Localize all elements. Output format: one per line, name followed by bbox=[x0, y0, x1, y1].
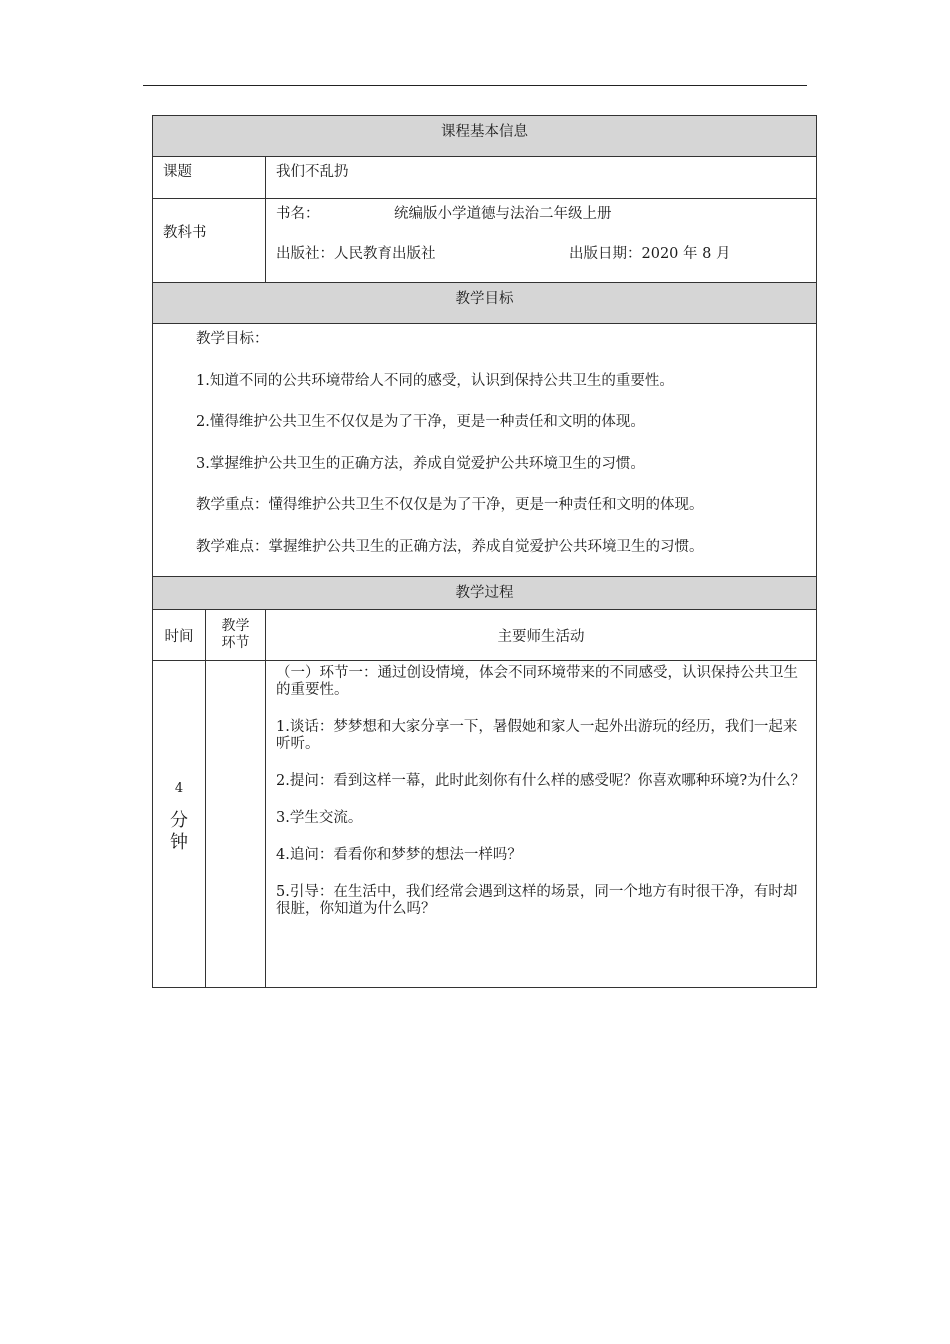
textbook-details bbox=[266, 199, 817, 283]
stage-cell bbox=[206, 661, 266, 988]
activities-cell bbox=[266, 661, 817, 988]
activity-item: 4.追问：看看你和梦梦的想法一样吗？ bbox=[276, 847, 522, 863]
objectives-header: 教学目标 bbox=[153, 283, 817, 324]
lesson-plan-table bbox=[152, 115, 817, 988]
time-cell bbox=[153, 661, 206, 988]
topic-value: 我们不乱扔 bbox=[266, 157, 817, 199]
col-activity-header: 主要师生活动 bbox=[266, 610, 817, 661]
time-unit: 分钟 bbox=[170, 810, 188, 853]
course-info-header: 课程基本信息 bbox=[153, 116, 817, 157]
publisher-label: 出版社： bbox=[276, 246, 334, 262]
col-stage-line-2: 环节 bbox=[221, 635, 250, 651]
col-stage-line-1: 教学 bbox=[221, 618, 250, 634]
key-point: 教学重点：懂得维护公共卫生不仅仅是为了干净，更是一种责任和文明的体现。 bbox=[196, 497, 704, 513]
textbook-label: 教科书 bbox=[153, 199, 266, 283]
activity-item: 1.谈话：梦梦想和大家分享一下，暑假她和家人一起外出游玩的经历，我们一起来听听。 bbox=[276, 719, 798, 752]
book-name-label: 书名： bbox=[276, 206, 320, 222]
process-header: 教学过程 bbox=[153, 577, 817, 610]
activity-item: 5.引导：在生活中，我们经常会遇到这样的场景，同一个地方有时很干净，有时却很脏，你知道为什么吗？ bbox=[276, 884, 798, 917]
time-number: 4 bbox=[174, 781, 184, 796]
col-stage-header bbox=[206, 610, 266, 661]
activity-section-title: （一）环节一：通过创设情境，体会不同环境带来的不同感受，认识保持公共卫生的重要性。 bbox=[276, 665, 798, 698]
objective-1: 1.知道不同的公共环境带给人不同的感受，认识到保持公共卫生的重要性。 bbox=[196, 372, 674, 389]
topic-label: 课题 bbox=[153, 157, 266, 199]
col-time-header: 时间 bbox=[153, 610, 206, 661]
activity-item: 3.学生交流。 bbox=[276, 810, 363, 826]
objectives-intro: 教学目标： bbox=[196, 331, 269, 347]
activity-item: 2.提问：看到这样一幕，此时此刻你有什么样的感受呢？你喜欢哪种环境?为什么？ bbox=[276, 773, 806, 789]
pub-date-value: 2020 年 8 月 bbox=[641, 246, 731, 262]
publisher-value: 人民教育出版社 bbox=[334, 246, 436, 262]
book-name-value: 统编版小学道德与法治二年级上册 bbox=[394, 206, 612, 222]
header-rule bbox=[143, 85, 807, 86]
difficult-point: 教学难点：掌握维护公共卫生的正确方法，养成自觉爱护公共环境卫生的习惯。 bbox=[196, 538, 704, 555]
objective-2: 2.懂得维护公共卫生不仅仅是为了干净，更是一种责任和文明的体现。 bbox=[196, 414, 645, 430]
pub-date-label: 出版日期： bbox=[569, 246, 642, 262]
objectives-body bbox=[153, 324, 817, 577]
objective-3: 3.掌握维护公共卫生的正确方法，养成自觉爱护公共环境卫生的习惯。 bbox=[196, 455, 645, 472]
